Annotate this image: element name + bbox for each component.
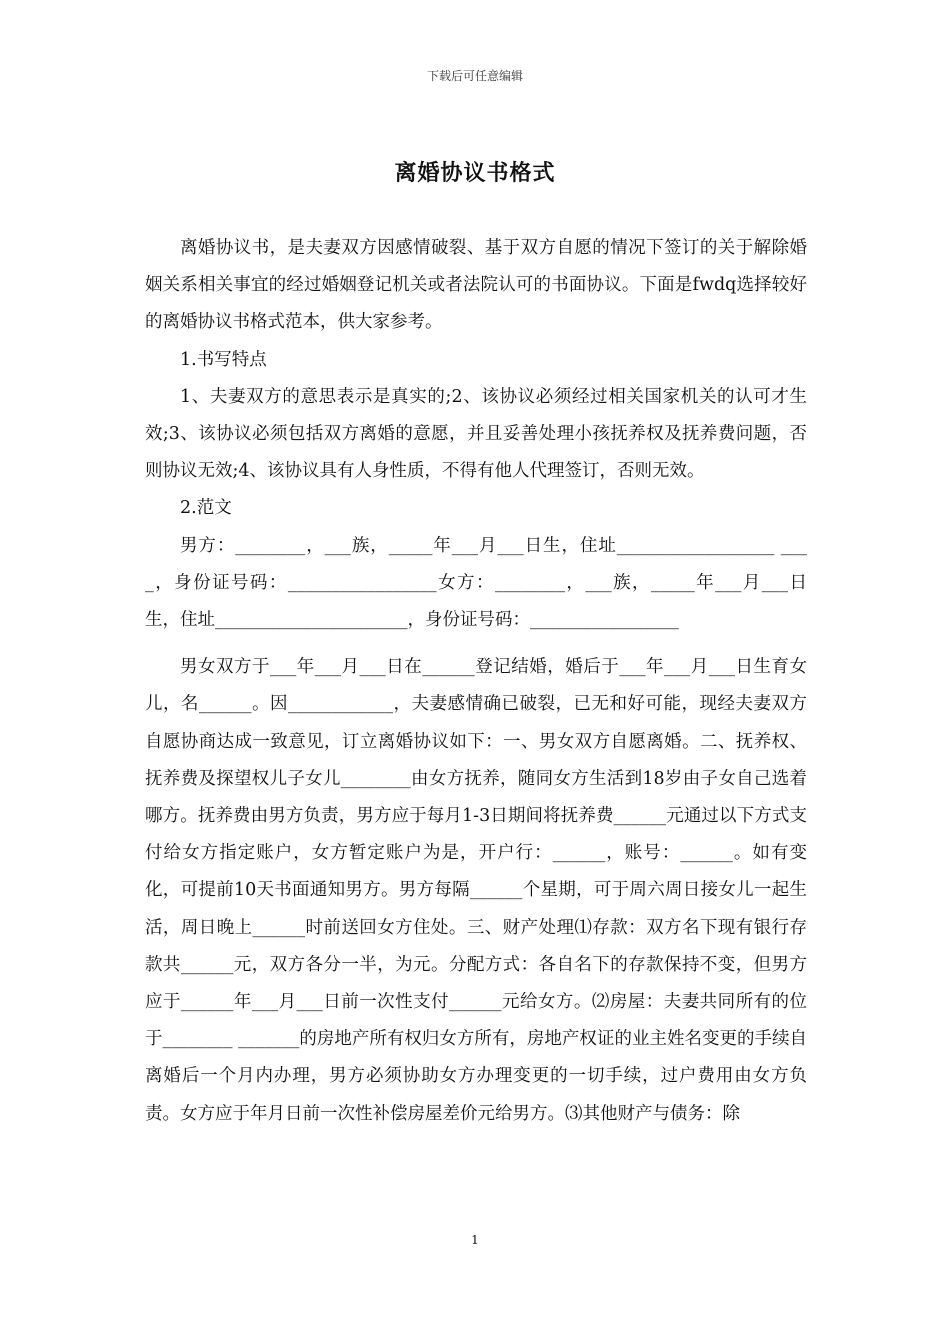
agreement-terms-paragraph: 男女双方于___年___月___日在______登记结婚，婚后于___年___月___日生育女儿，名______。因____________，夫妻感情确已破裂，已无和好可能，现经夫妻双方自愿协商达成一致意见，订立离婚协议如下：一、男女双方自愿离婚。二、抚养权、抚养费及探望权儿子女儿________由女方抚养，随同女方生活到18岁由子女自己选着哪方。抚养费由男方负责，男方应于每月1-3日期间将抚养费______元通过以下方式支付给女方指定账户，女方暂定账户为是，开户行：______，账号：______。如有变化，可提前10天书面通知男方。男方每隔______个星期，可于周六周日接女儿一起生活，周日晚上______时前送回女方住处。三、财产处理⑴存款：双方名下现有银行存款共______元，双方各分一半，为元。分配方式：各自名下的存款保持不变，但男方应于______年___月___日前一次性支付______元给女方。⑵房屋：夫妻共同所有的位于________ _______的房地产所有权归女方所有，房地产权证的业主姓名变更的手续自离婚后一个月内办理，男方必须协助女方办理变更的一切手续，过户费用由女方负责。女方应于年月日前一次性补偿房屋差价元给男方。⑶其他财产与债务：除 [145, 657, 807, 1124]
section-heading-sample: 2.范文 [180, 498, 232, 519]
intro-paragraph: 离婚协议书，是夫妻双方因感情破裂、基于双方自愿的情况下签订的关于解除婚姻关系相关事宜的经过婚姻登记机关或者法院认可的书面协议。下面是fwdq选择较好的离婚协议书格式范本，供大家参考。 [145, 238, 807, 333]
writing-features-paragraph: 1、夫妻双方的意思表示是真实的;2、该协议必须经过相关国家机关的认可才生效;3、该协议必须包括双方离婚的意愿，并且妥善处理小孩抚养权及抚养费问题，否则协议无效;4、该协议具有人身性质，不得有他人代理签订，否则无效。 [145, 386, 807, 482]
section-heading-writing-features: 1.书写特点 [180, 349, 267, 370]
document-title: 离婚协议书格式 [394, 160, 556, 186]
header-note: 下载后可任意编辑 [426, 69, 523, 83]
page-number: 1 [471, 1233, 479, 1247]
document-body [145, 230, 807, 1133]
party-info-paragraph: 男方：________，___族，_____年___月___日生，住址__________________ ____，身份证号码：_________________女方：________，___族，_____年___月___日生，住址______________________，身份证号码：_________________ [145, 535, 807, 631]
